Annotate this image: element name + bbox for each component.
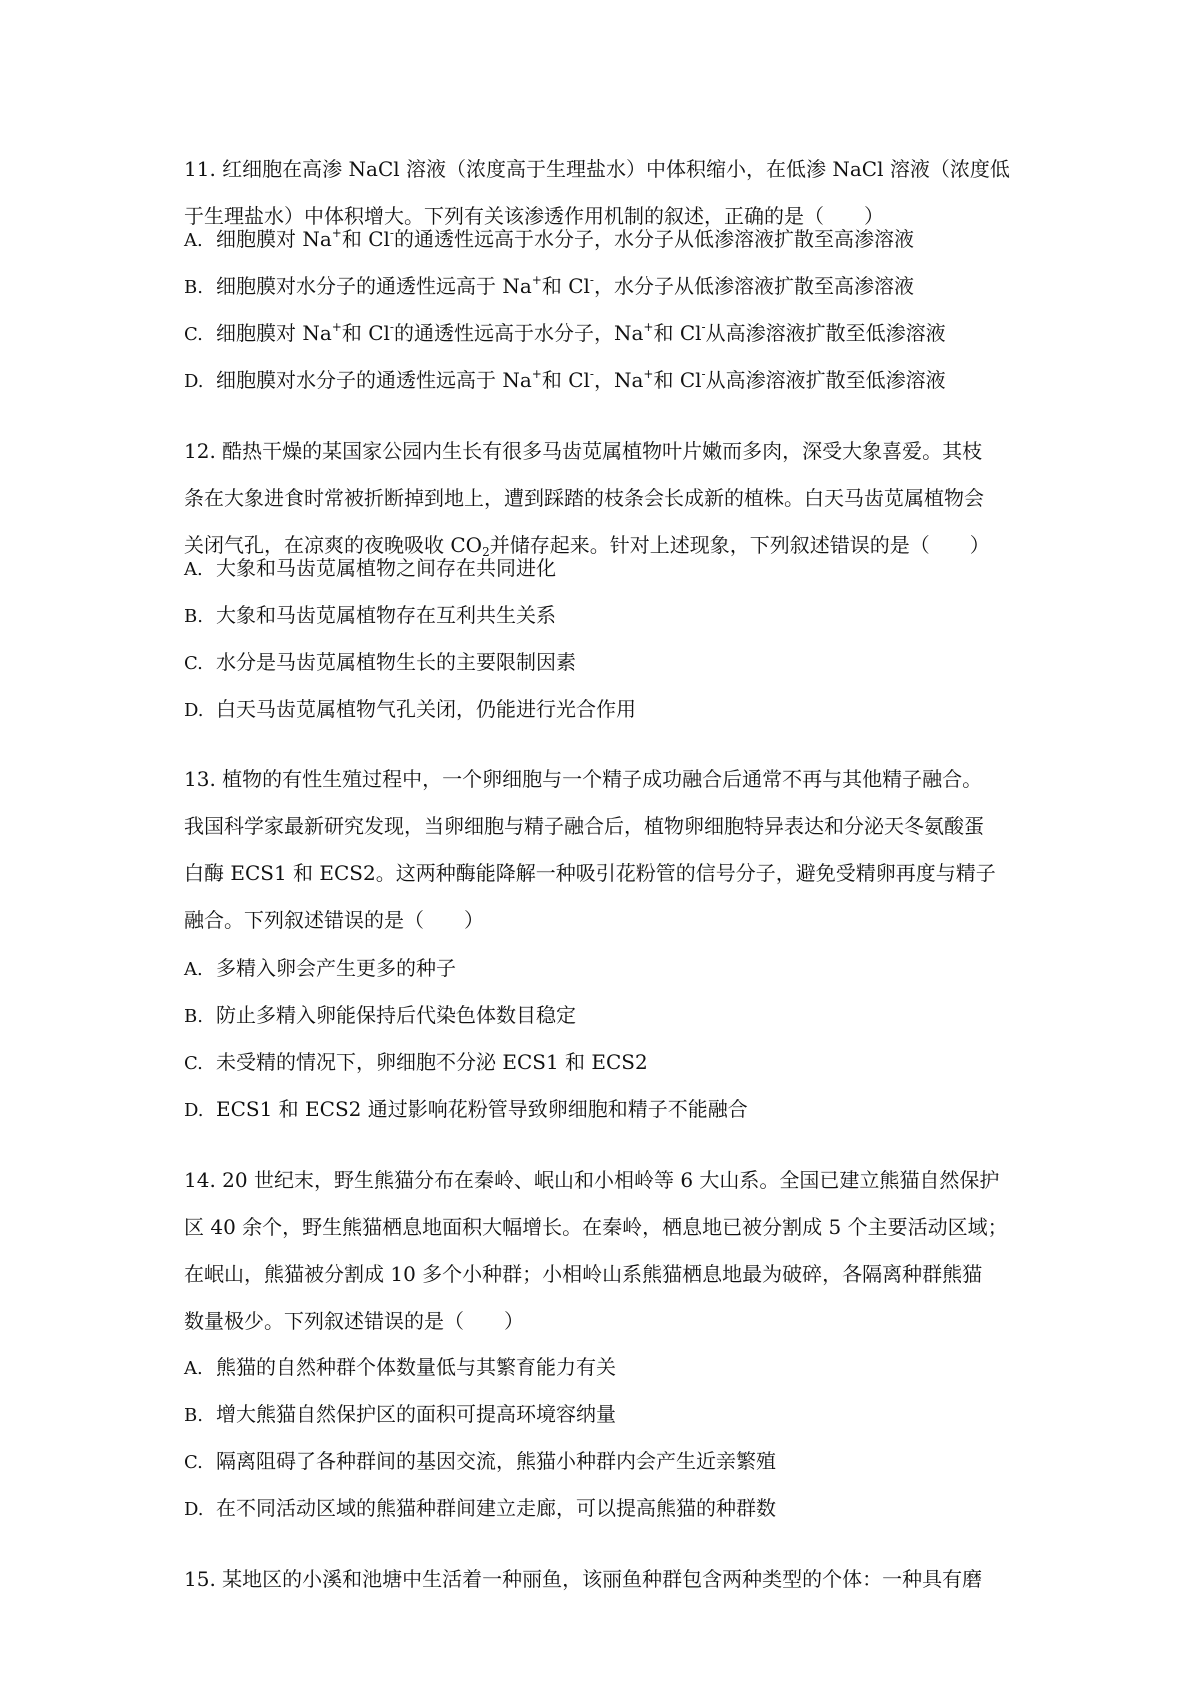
option-letter: B. bbox=[184, 1405, 203, 1426]
option-text: 的通透性远高于水分子，水分子从低渗溶液扩散至高渗溶液 bbox=[393, 227, 914, 251]
stem-text: 关闭气孔，在凉爽的夜晚吸收 CO bbox=[184, 533, 483, 557]
option-letter: D. bbox=[184, 700, 204, 721]
question-11-option-a[interactable] bbox=[184, 216, 1024, 264]
option-letter: D. bbox=[184, 1100, 204, 1121]
question-12-option-a[interactable] bbox=[184, 545, 1024, 593]
stem-line: 我国科学家最新研究发现，当卵细胞与精子融合后，植物卵细胞特异表达和分泌天冬氨酸蛋 bbox=[184, 814, 984, 838]
option-letter: D. bbox=[184, 371, 204, 392]
option-text: 细胞膜对水分子的通透性远高于 Na bbox=[216, 368, 532, 392]
option-text: 和 Cl bbox=[541, 368, 590, 392]
option-text: 未受精的情况下，卵细胞不分泌 ECS1 和 ECS2 bbox=[216, 1050, 648, 1074]
option-letter: B. bbox=[184, 277, 203, 298]
stem-line: 15. 某地区的小溪和池塘中生活着一种丽鱼，该丽鱼种群包含两种类型的个体：一种具有磨 bbox=[184, 1567, 983, 1591]
question-12-option-d[interactable] bbox=[184, 686, 1024, 734]
superscript: + bbox=[531, 273, 542, 287]
option-text: 大象和马齿苋属植物存在互利共生关系 bbox=[216, 603, 556, 627]
option-text: 和 Cl bbox=[653, 321, 702, 345]
question-13-option-d[interactable] bbox=[184, 1086, 1024, 1134]
option-text: 细胞膜对 Na bbox=[216, 227, 332, 251]
stem-line: 融合。下列叙述错误的是（ ） bbox=[184, 908, 484, 932]
superscript: - bbox=[589, 367, 594, 381]
option-text: 和 Cl bbox=[541, 274, 590, 298]
option-letter: C. bbox=[184, 653, 203, 674]
superscript: + bbox=[643, 320, 654, 334]
option-letter: A. bbox=[184, 1358, 203, 1379]
stem-line: 12. 酷热干燥的某国家公园内生长有很多马齿苋属植物叶片嫩而多肉，深受大象喜爱。其枝 bbox=[184, 439, 983, 463]
superscript: + bbox=[531, 367, 542, 381]
option-text: 在不同活动区域的熊猫种群间建立走廊，可以提高熊猫的种群数 bbox=[216, 1496, 776, 1520]
option-text: 从高渗溶液扩散至低渗溶液 bbox=[705, 321, 946, 345]
stem-line: 在岷山，熊猫被分割成 10 多个小种群；小相岭山系熊猫栖息地最为破碎，各隔离种群熊猫 bbox=[184, 1262, 983, 1286]
stem-text: 并储存起来。针对上述现象，下列叙述错误的是（ ） bbox=[489, 533, 990, 557]
option-text: 的通透性远高于水分子，Na bbox=[393, 321, 644, 345]
stem-line: 14. 20 世纪末，野生熊猫分布在秦岭、岷山和小相岭等 6 大山系。全国已建立熊猫自然保护 bbox=[184, 1168, 1000, 1192]
question-11-option-c[interactable] bbox=[184, 310, 1024, 358]
option-text: 从高渗溶液扩散至低渗溶液 bbox=[705, 368, 946, 392]
option-text: 白天马齿苋属植物气孔关闭，仍能进行光合作用 bbox=[216, 697, 636, 721]
question-14-option-c[interactable] bbox=[184, 1438, 1024, 1486]
option-letter: D. bbox=[184, 1499, 204, 1520]
option-text: 和 Cl bbox=[341, 321, 390, 345]
option-letter: A. bbox=[184, 559, 203, 580]
superscript: + bbox=[331, 226, 342, 240]
option-text: 和 Cl bbox=[341, 227, 390, 251]
superscript: - bbox=[389, 320, 394, 334]
option-text: 隔离阻碍了各种群间的基因交流，熊猫小种群内会产生近亲繁殖 bbox=[216, 1449, 776, 1473]
question-13-option-c[interactable] bbox=[184, 1039, 1024, 1087]
stem-line: 白酶 ECS1 和 ECS2。这两种酶能降解一种吸引花粉管的信号分子，避免受精卵再度与精子 bbox=[184, 861, 996, 885]
question-15-stem bbox=[184, 1556, 1024, 1603]
question-14-option-d[interactable] bbox=[184, 1485, 1024, 1533]
question-13-option-b[interactable] bbox=[184, 992, 1024, 1040]
option-text: 和 Cl bbox=[653, 368, 702, 392]
superscript: + bbox=[331, 320, 342, 334]
question-14-stem bbox=[184, 1157, 1024, 1345]
option-letter: B. bbox=[184, 1006, 203, 1027]
question-13-stem bbox=[184, 756, 1024, 944]
option-text: 细胞膜对水分子的通透性远高于 Na bbox=[216, 274, 532, 298]
option-letter: A. bbox=[184, 230, 203, 251]
option-letter: C. bbox=[184, 324, 203, 345]
option-text: 防止多精入卵能保持后代染色体数目稳定 bbox=[216, 1003, 576, 1027]
option-text: 多精入卵会产生更多的种子 bbox=[216, 956, 456, 980]
stem-line: 11. 红细胞在高渗 NaCl 溶液（浓度高于生理盐水）中体积缩小，在低渗 NaCl 溶液（浓度低 bbox=[184, 157, 1010, 181]
superscript: - bbox=[389, 226, 394, 240]
stem-line: 13. 植物的有性生殖过程中，一个卵细胞与一个精子成功融合后通常不再与其他精子融合。 bbox=[184, 767, 983, 791]
superscript: - bbox=[589, 273, 594, 287]
option-letter: A. bbox=[184, 959, 203, 980]
superscript: - bbox=[701, 367, 706, 381]
question-14-option-b[interactable] bbox=[184, 1391, 1024, 1439]
question-13-option-a[interactable] bbox=[184, 945, 1024, 993]
stem-line: 数量极少。下列叙述错误的是（ ） bbox=[184, 1309, 524, 1333]
question-12-option-c[interactable] bbox=[184, 639, 1024, 687]
option-text: 水分是马齿苋属植物生长的主要限制因素 bbox=[216, 650, 576, 674]
superscript: - bbox=[701, 320, 706, 334]
question-14-option-a[interactable] bbox=[184, 1344, 1024, 1392]
option-text: 细胞膜对 Na bbox=[216, 321, 332, 345]
question-11-option-b[interactable] bbox=[184, 263, 1024, 311]
stem-line: 区 40 余个，野生熊猫栖息地面积大幅增长。在秦岭，栖息地已被分割成 5 个主要活动区域； bbox=[184, 1215, 1008, 1239]
option-letter: B. bbox=[184, 606, 203, 627]
option-text: ，水分子从低渗溶液扩散至高渗溶液 bbox=[593, 274, 914, 298]
option-text: ，Na bbox=[593, 368, 644, 392]
question-12-option-b[interactable] bbox=[184, 592, 1024, 640]
superscript: + bbox=[643, 367, 654, 381]
option-letter: C. bbox=[184, 1053, 203, 1074]
option-text: 大象和马齿苋属植物之间存在共同进化 bbox=[216, 556, 556, 580]
stem-line: 条在大象进食时常被折断掉到地上，遭到踩踏的枝条会长成新的植株。白天马齿苋属植物会 bbox=[184, 486, 984, 510]
option-text: 增大熊猫自然保护区的面积可提高环境容纳量 bbox=[216, 1402, 616, 1426]
stem-line: 于生理盐水）中体积增大。下列有关该渗透作用机制的叙述，正确的是（ ） bbox=[184, 204, 884, 228]
question-11-option-d[interactable] bbox=[184, 357, 1024, 405]
option-text: 熊猫的自然种群个体数量低与其繁育能力有关 bbox=[216, 1355, 616, 1379]
option-text: ECS1 和 ECS2 通过影响花粉管导致卵细胞和精子不能融合 bbox=[216, 1097, 748, 1121]
subscript: 2 bbox=[482, 545, 490, 559]
option-letter: C. bbox=[184, 1452, 203, 1473]
